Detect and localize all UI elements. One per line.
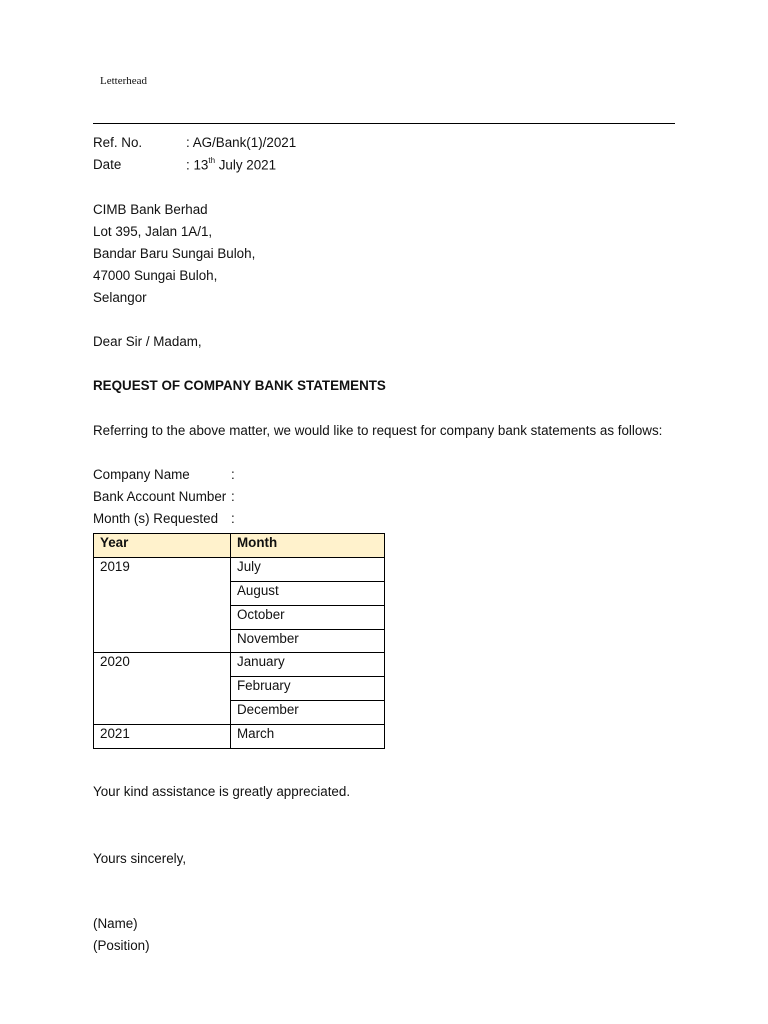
table-row (94, 557, 385, 581)
month-cell: March (231, 725, 385, 749)
signatory-position: (Position) (93, 938, 150, 953)
recipient-line-5: Selangor (93, 290, 147, 305)
subject-heading: REQUEST OF COMPANY BANK STATEMENTS (93, 378, 386, 393)
recipient-line-1: CIMB Bank Berhad (93, 202, 208, 217)
month-cell: July (231, 557, 385, 581)
month-cell: February (231, 677, 385, 701)
company-name-label: Company Name (93, 467, 190, 482)
year-cell: 2021 (94, 725, 231, 749)
year-header: Year (94, 534, 231, 558)
date-value: : 13th July 2021 (186, 156, 277, 173)
year-cell: 2020 (94, 653, 231, 725)
recipient-line-3: Bandar Baru Sungai Buloh, (93, 246, 256, 261)
year-cell: 2019 (94, 557, 231, 653)
salutation: Dear Sir / Madam, (93, 334, 202, 349)
date-label: Date (93, 157, 122, 172)
signoff: Yours sincerely, (93, 851, 187, 866)
signatory-name: (Name) (93, 916, 138, 931)
ref-label: Ref. No. (93, 135, 143, 150)
ref-value: : AG/Bank(1)/2021 (186, 135, 297, 150)
recipient-line-2: Lot 395, Jalan 1A/1, (93, 224, 213, 239)
letterhead: Letterhead (100, 75, 148, 87)
intro-paragraph: Referring to the above matter, we would like to request for company bank statements as follows: (93, 423, 663, 438)
account-number-label: Bank Account Number (93, 489, 227, 504)
months-table (93, 533, 385, 749)
header-divider (93, 123, 675, 124)
month-cell: October (231, 605, 385, 629)
company-name-colon: : (231, 467, 235, 482)
month-cell: November (231, 629, 385, 653)
months-requested-label: Month (s) Requested (93, 511, 219, 526)
recipient-line-4: 47000 Sungai Buloh, (93, 268, 218, 283)
account-number-colon: : (231, 489, 235, 504)
month-cell: December (231, 701, 385, 725)
month-cell: January (231, 653, 385, 677)
month-header: Month (231, 534, 385, 558)
table-row (94, 653, 385, 677)
months-requested-colon: : (231, 511, 235, 526)
closing-line: Your kind assistance is greatly appreciated. (93, 784, 351, 799)
table-header-row (94, 534, 385, 558)
table-row (94, 725, 385, 749)
month-cell: August (231, 581, 385, 605)
